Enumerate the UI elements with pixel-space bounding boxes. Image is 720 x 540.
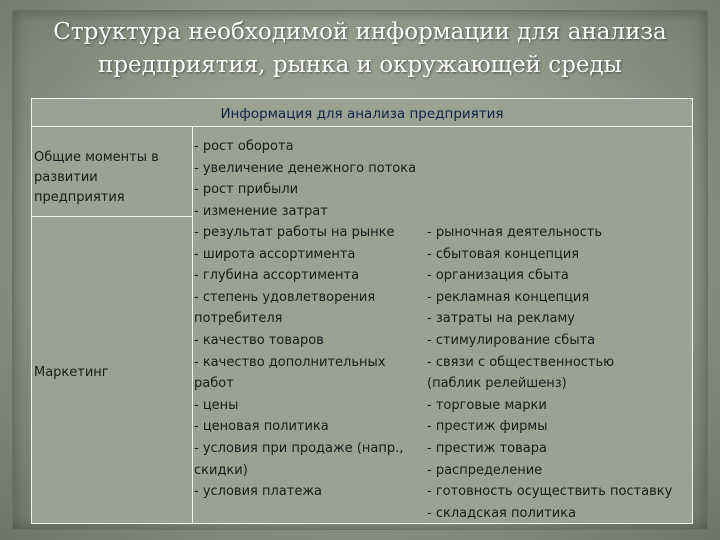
list-item: - глубина ассортимента bbox=[194, 268, 360, 284]
category-general: Общие моменты в развитии предприятия bbox=[34, 150, 159, 205]
slide-title: Структура необходимой информации для анализа предприятия, рынка и окружающей среды bbox=[53, 19, 667, 78]
list-item: - рост оборота bbox=[194, 139, 294, 154]
list-item: - рост прибыли bbox=[194, 182, 299, 198]
category-marketing: Маркетинг bbox=[34, 365, 109, 380]
list-item: - связи с общественностью bbox=[427, 354, 615, 370]
marketing-activities-list bbox=[427, 222, 672, 524]
list-item: - увеличение денежного потока bbox=[194, 160, 417, 176]
header-divider bbox=[32, 126, 692, 127]
list-item: - рыночная деятельность bbox=[427, 225, 603, 240]
row-divider bbox=[32, 216, 192, 217]
list-item: - условия при продаже (напр., bbox=[194, 440, 404, 456]
list-item: - ценовая политика bbox=[194, 419, 329, 435]
list-item: - торговые марки bbox=[427, 397, 547, 413]
list-item: - складская политика bbox=[427, 505, 577, 521]
list-item: - качество дополнительных bbox=[194, 354, 386, 370]
list-item: - затраты на рекламу bbox=[427, 311, 575, 327]
list-item: - результат работы на рынке bbox=[194, 225, 395, 240]
list-item: - готовность осуществить поставку bbox=[427, 484, 673, 500]
info-table bbox=[31, 98, 693, 524]
list-item: - престиж товара bbox=[427, 440, 547, 456]
column-divider bbox=[192, 126, 193, 523]
table-header: Информация для анализа предприятия bbox=[220, 106, 504, 122]
list-item: скидки) bbox=[194, 462, 248, 478]
marketing-results-list bbox=[194, 222, 403, 503]
list-item: - рекламная концепция bbox=[427, 289, 590, 305]
list-item: - изменение затрат bbox=[194, 203, 328, 219]
list-item: (паблик релейшенз) bbox=[427, 376, 567, 392]
list-item: - распределение bbox=[427, 462, 543, 478]
list-item: - условия платежа bbox=[194, 484, 323, 500]
list-item: - престиж фирмы bbox=[427, 419, 548, 435]
general-indicators-list bbox=[194, 136, 416, 222]
list-item: работ bbox=[194, 376, 234, 392]
list-item: - качество товаров bbox=[194, 332, 324, 348]
list-item: - степень удовлетворения bbox=[194, 289, 376, 305]
list-item: - цены bbox=[194, 397, 239, 413]
list-item: - широта ассортимента bbox=[194, 246, 356, 262]
list-item: - организация сбыта bbox=[427, 268, 569, 284]
list-item: потребителя bbox=[194, 311, 283, 327]
list-item: - стимулирование сбыта bbox=[427, 332, 596, 348]
list-item: - сбытовая концепция bbox=[427, 246, 580, 262]
